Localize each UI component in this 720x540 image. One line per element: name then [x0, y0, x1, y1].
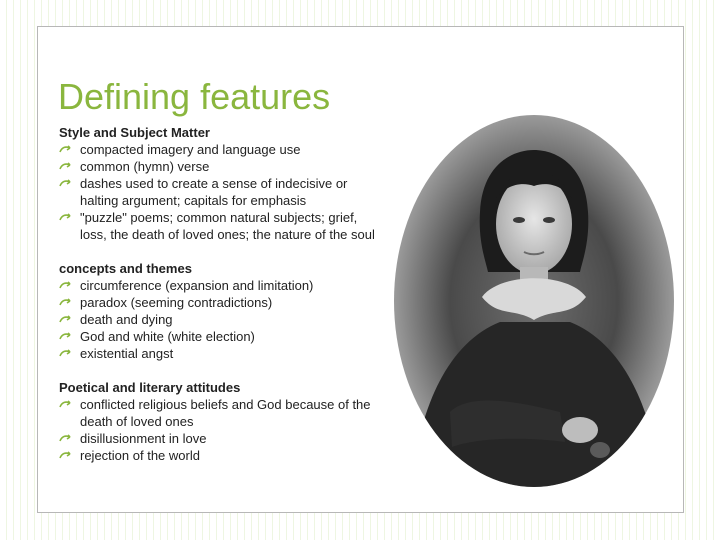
leaf-arrow-icon: [59, 179, 72, 188]
leaf-arrow-icon: [59, 145, 72, 154]
bullet-list: [59, 277, 379, 362]
list-item: compacted imagery and language use: [59, 141, 379, 158]
slide-title: Defining features: [58, 76, 331, 117]
list-item: common (hymn) verse: [59, 158, 379, 175]
portrait-photo: [390, 112, 678, 490]
section-concepts-themes: [59, 260, 379, 362]
list-item: "puzzle" poems; common natural subjects; grief, loss, the death of loved ones; the nature of the soul: [59, 209, 379, 243]
list-item: rejection of the world: [59, 447, 379, 464]
list-item: conflicted religious beliefs and God because of the death of loved ones: [59, 396, 379, 430]
list-item: existential angst: [59, 345, 379, 362]
leaf-arrow-icon: [59, 162, 72, 171]
section-heading: concepts and themes: [59, 261, 192, 276]
slide: [37, 26, 684, 513]
bullet-list: [59, 396, 379, 464]
section-style-subject: [59, 124, 379, 243]
section-poetical-attitudes: [59, 379, 379, 464]
list-item: dashes used to create a sense of indecisive or halting argument; capitals for emphasis: [59, 175, 379, 209]
section-heading: Style and Subject Matter: [59, 125, 210, 140]
leaf-arrow-icon: [59, 213, 72, 222]
leaf-arrow-icon: [59, 298, 72, 307]
list-item: God and white (white election): [59, 328, 379, 345]
list-item: circumference (expansion and limitation): [59, 277, 379, 294]
section-heading: Poetical and literary attitudes: [59, 380, 241, 395]
leaf-arrow-icon: [59, 315, 72, 324]
list-item: death and dying: [59, 311, 379, 328]
list-item: disillusionment in love: [59, 430, 379, 447]
leaf-arrow-icon: [59, 349, 72, 358]
slide-content: [59, 124, 379, 481]
leaf-arrow-icon: [59, 451, 72, 460]
bullet-list: [59, 141, 379, 243]
leaf-arrow-icon: [59, 400, 72, 409]
leaf-arrow-icon: [59, 332, 72, 341]
leaf-arrow-icon: [59, 281, 72, 290]
leaf-arrow-icon: [59, 434, 72, 443]
list-item: paradox (seeming contradictions): [59, 294, 379, 311]
